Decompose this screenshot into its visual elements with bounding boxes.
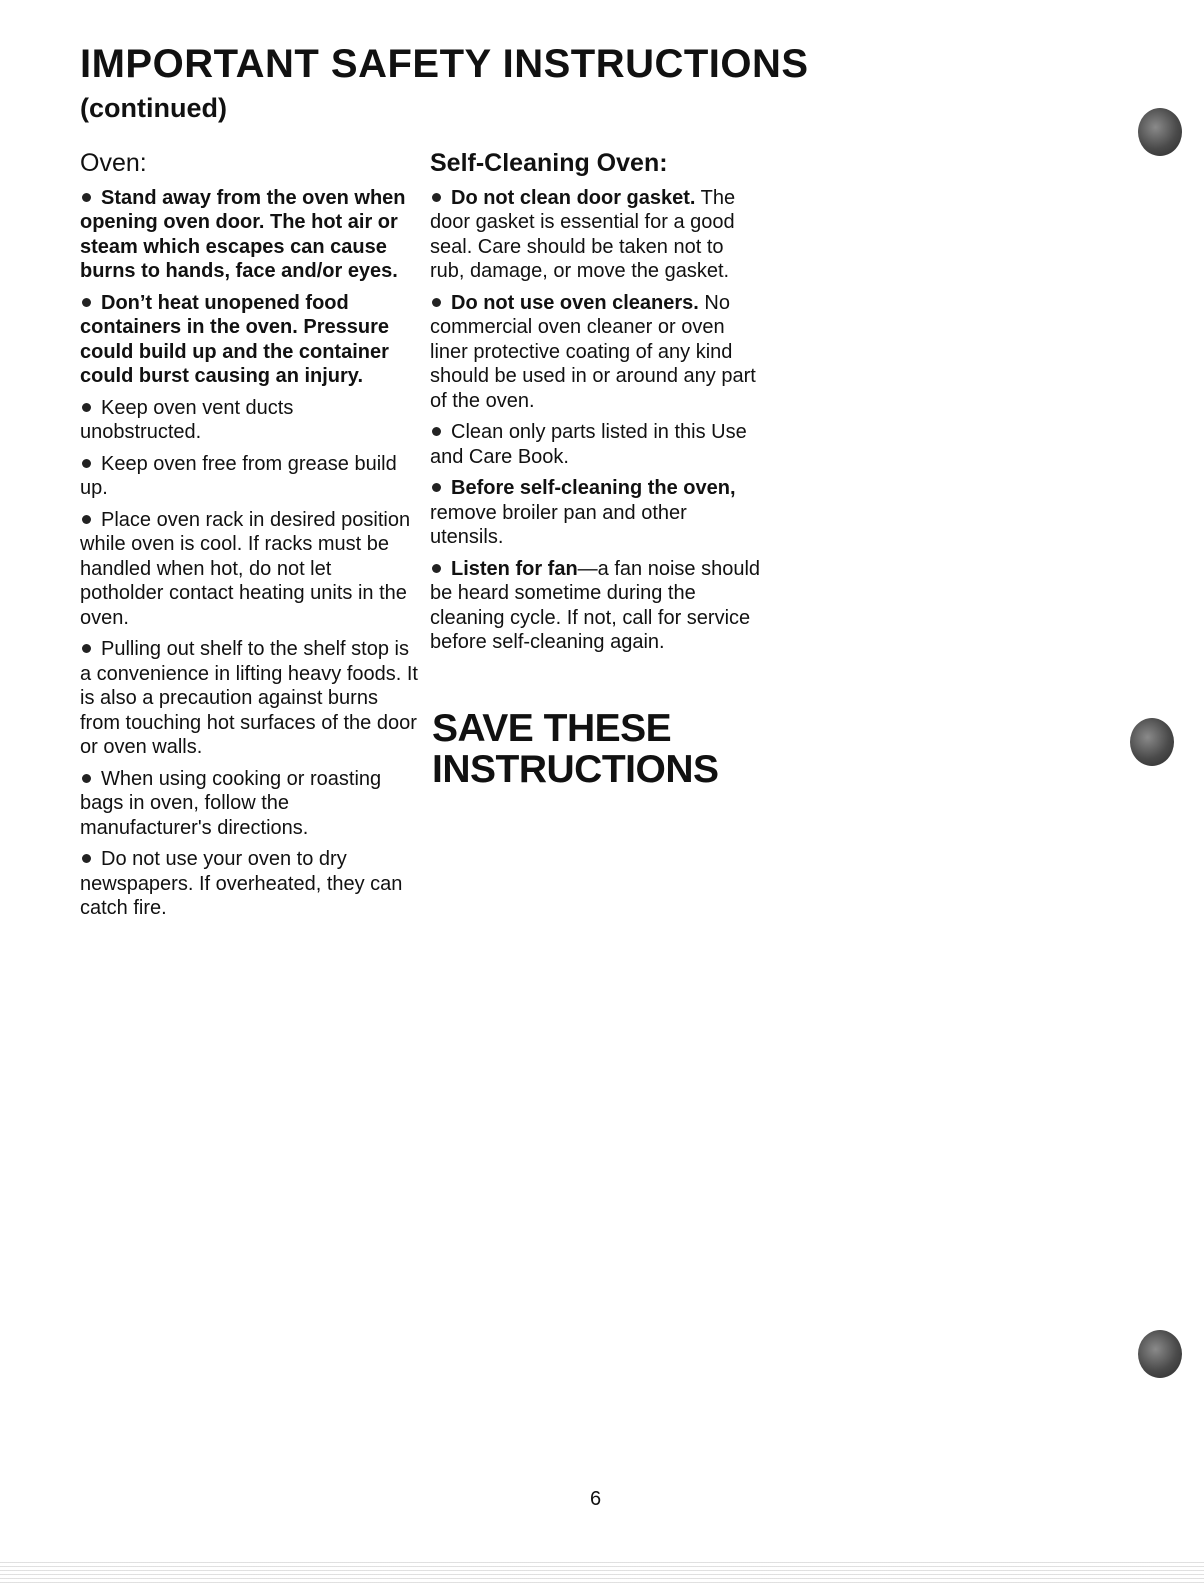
page-subtitle: (continued): [80, 93, 227, 123]
bullet-icon: [82, 644, 91, 653]
binder-hole-icon: [1138, 108, 1182, 156]
list-item: Before self-cleaning the oven, remove broiler pan and other utensils.: [430, 477, 736, 548]
list-item: When using cooking or roasting bags in oven, follow the manufacturer's directions.: [80, 767, 382, 839]
list-item: Listen for fan—a fan noise should be heard sometime during the cleaning cycle. If not, call for service before self-cleaning again.: [430, 557, 761, 653]
list-item: Do not use your oven to dry newspapers. If overheated, they can catch fire.: [80, 848, 403, 919]
list-item: Stand away from the oven when opening oven door. The hot air or steam which escapes can cause burns to hands, face and/or eyes.: [80, 186, 406, 282]
list-item: Do not use oven cleaners. No commercial oven cleaner or oven liner protective coating of any kind should be used in or around any part of the oven.: [430, 291, 756, 412]
list-item: Place oven rack in desired position while oven is cool. If racks must be handled when hot, do not let potholder contact heating units in the oven.: [80, 508, 411, 629]
self-cleaning-heading: Self-Cleaning Oven:: [430, 149, 668, 177]
list-item: Keep oven free from grease build up.: [80, 452, 397, 499]
bullet-icon: [82, 774, 91, 783]
save-instructions-banner: [432, 708, 719, 790]
scan-artifact: [0, 1560, 1204, 1586]
oven-heading: Oven:: [80, 149, 147, 177]
bullet-icon: [82, 459, 91, 468]
oven-section: [80, 150, 420, 928]
page-number: 6: [590, 1488, 602, 1510]
bullet-icon: [82, 193, 91, 202]
list-item: Clean only parts listed in this Use and Care Book.: [430, 421, 747, 468]
list-item: Keep oven vent ducts unobstructed.: [80, 396, 294, 443]
bullet-icon: [432, 427, 441, 436]
binder-hole-icon: [1138, 1330, 1182, 1378]
binder-hole-icon: [1130, 718, 1174, 766]
list-item: Don’t heat unopened food containers in the oven. Pressure could build up and the container could burst causing an injury.: [80, 291, 389, 387]
bullet-icon: [82, 854, 91, 863]
bullet-icon: [432, 564, 441, 573]
list-item: Pulling out shelf to the shelf stop is a convenience in lifting heavy foods. It is also a precaution against burns from touching hot surfaces of the door or oven walls.: [80, 638, 418, 758]
bullet-icon: [432, 483, 441, 492]
bullet-icon: [82, 298, 91, 307]
save-line-2: INSTRUCTIONS: [432, 748, 719, 791]
bullet-icon: [432, 193, 441, 202]
save-line-1: SAVE THESE: [432, 707, 672, 750]
bullet-icon: [82, 515, 91, 524]
bullet-icon: [432, 298, 441, 307]
self-cleaning-section: [430, 150, 760, 662]
page-title: IMPORTANT SAFETY INSTRUCTIONS: [80, 42, 809, 86]
list-item: Do not clean door gasket. The door gasket is essential for a good seal. Care should be taken not to rub, damage, or move the gasket.: [430, 186, 736, 282]
bullet-icon: [82, 403, 91, 412]
